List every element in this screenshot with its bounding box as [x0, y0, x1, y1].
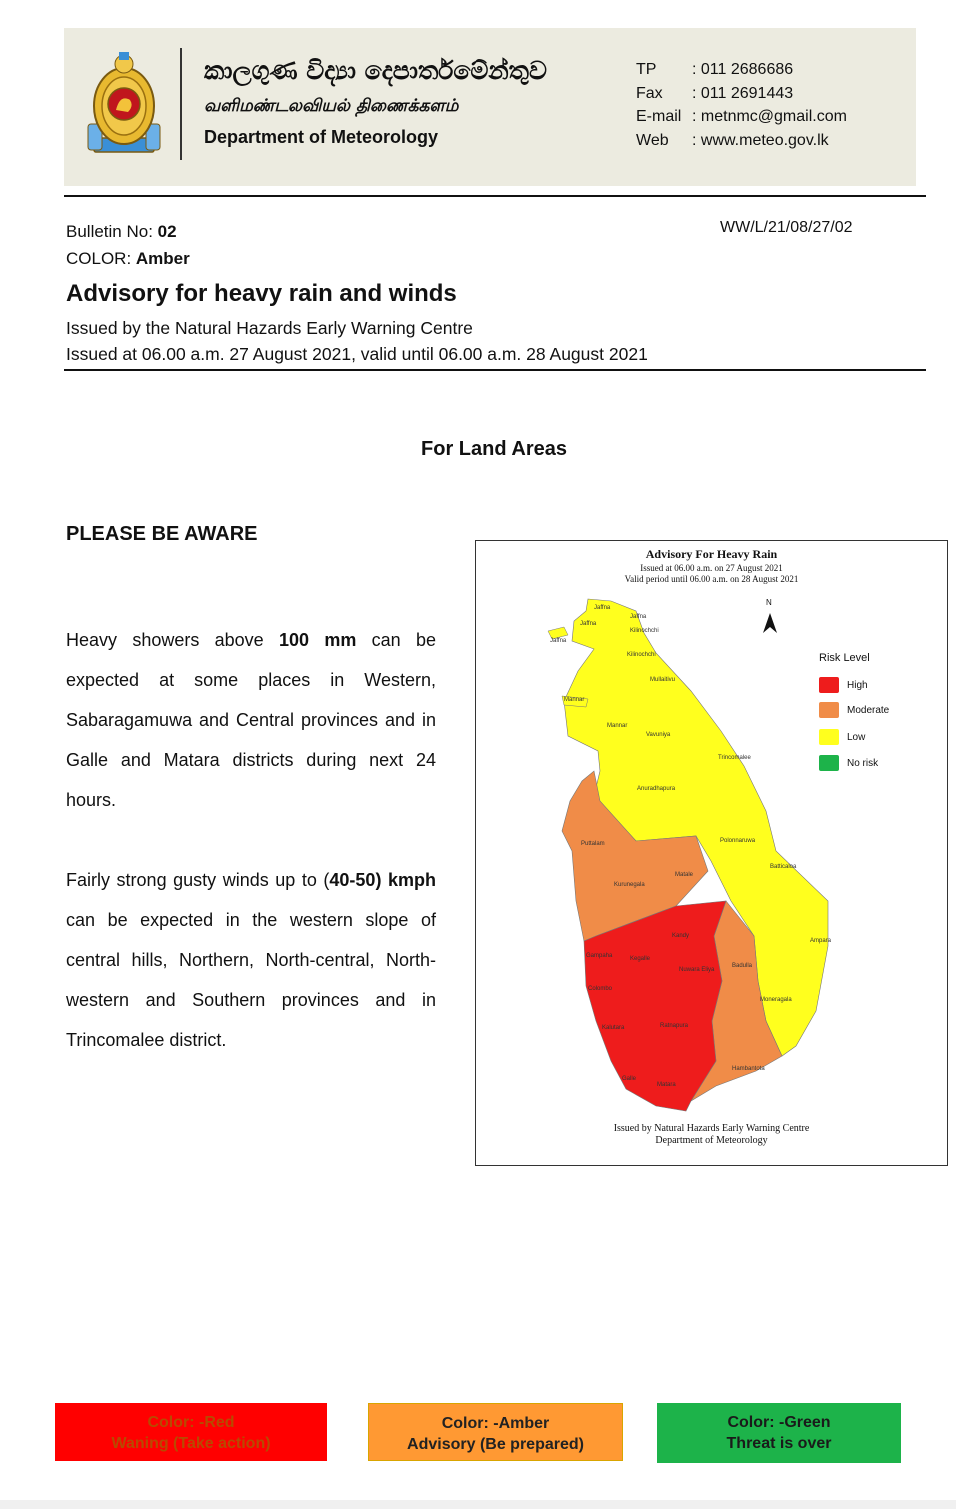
- color-box-red: Color: -Red Waning (Take action): [55, 1403, 327, 1461]
- place-label: Jaffna: [580, 621, 597, 627]
- contact-tp: TP : 011 2686686: [636, 61, 794, 78]
- place-label: Puttalam: [581, 841, 605, 847]
- place-label: Vavuniya: [646, 732, 671, 738]
- bulletin-number: Bulletin No: 02: [66, 222, 177, 241]
- legend-no-risk: No risk: [819, 755, 878, 771]
- place-label: Jaffna: [550, 638, 567, 644]
- title-rule: [64, 369, 926, 371]
- legend-high: High: [819, 677, 868, 693]
- place-label: Matale: [675, 872, 694, 878]
- place-label: Matara: [657, 1082, 676, 1088]
- color-box-green: Color: -Green Threat is over: [657, 1403, 901, 1463]
- bulletin-color: COLOR: Amber: [66, 249, 190, 268]
- place-label: Colombo: [588, 986, 613, 992]
- place-label: Kegalle: [630, 956, 651, 962]
- contact-fax: Fax : 011 2691443: [636, 84, 794, 102]
- legend-swatch-low: [819, 729, 839, 745]
- north-arrow-icon: [763, 613, 777, 633]
- header-rule: [64, 195, 926, 197]
- place-label: Ratnapura: [660, 1023, 689, 1029]
- legend-title: Risk Level: [819, 652, 870, 664]
- advisory-title: Advisory for heavy rain and winds: [66, 280, 457, 307]
- place-label: Batticaloa: [770, 864, 797, 870]
- place-label: Kilinochchi: [630, 628, 659, 634]
- color-box-amber: Color: -Amber Advisory (Be prepared): [368, 1403, 623, 1461]
- place-label: Trincomalee: [718, 755, 751, 761]
- risk-map: [475, 540, 948, 1166]
- map-credit: Issued by Natural Hazards Early Warning Centre Department of Meteorology: [613, 1123, 810, 1146]
- place-label: Mannar: [607, 723, 628, 729]
- place-label: Kilinochchi: [627, 652, 656, 658]
- north-label: N: [766, 598, 772, 607]
- legend-swatch-high: [819, 677, 839, 693]
- emblem-icon: [86, 50, 162, 158]
- aware-heading: PLEASE BE AWARE: [66, 523, 258, 545]
- place-label: Hambantota: [732, 1066, 765, 1072]
- place-label: Jaffna: [594, 605, 611, 611]
- legend-low: Low: [819, 729, 865, 745]
- place-label: Moneragala: [760, 997, 792, 1003]
- contact-web: Web : www.meteo.gov.lk: [636, 131, 829, 149]
- place-label: Mullaitivu: [650, 677, 676, 683]
- bulletin-reference: WW/L/21/08/27/02: [720, 219, 853, 236]
- legend-swatch-moderate: [819, 702, 839, 718]
- place-label: Gampaha: [586, 953, 613, 959]
- sri-lanka-map: [476, 541, 949, 1167]
- issued-at: Issued at 06.00 a.m. 27 August 2021, valid until 06.00 a.m. 28 August 2021: [66, 344, 648, 364]
- org-name-english: Department of Meteorology: [204, 127, 439, 147]
- place-label: Kandy: [672, 933, 690, 939]
- legend-swatch-no-risk: [819, 755, 839, 771]
- map-issued: Issued at 06.00 a.m. on 27 August 2021: [640, 563, 783, 573]
- contact-block: [636, 58, 847, 152]
- page-bottom-edge: [0, 1500, 956, 1509]
- place-label: Galle: [622, 1076, 637, 1082]
- rain-paragraph: Heavy showers above 100 mm can be expected at some places in Western, Sabaragamuwa and Central provinces and in Galle and Matara districts during next 24 hours.: [66, 630, 437, 810]
- place-label: Kalutara: [602, 1025, 625, 1031]
- org-name-tamil: வளிமண்டலவியல் திணைக்களம்: [204, 96, 459, 116]
- contact-email: E-mail : metnmc@gmail.com: [636, 108, 847, 125]
- place-label: Badulla: [732, 963, 753, 969]
- map-valid: Valid period until 06.00 a.m. on 28 August 2021: [624, 574, 799, 584]
- map-zone-high: [584, 901, 726, 1111]
- org-name-sinhala: කාලගුණ විද්‍යා දෙපාර්තමේන්තුව: [204, 56, 547, 85]
- place-label: Anuradhapura: [637, 786, 676, 792]
- place-label: Mannar: [564, 697, 585, 703]
- map-title: Advisory For Heavy Rain: [645, 547, 778, 561]
- bulletin-info: [66, 218, 190, 272]
- legend-moderate: Moderate: [819, 702, 889, 718]
- place-label: Jaffna: [630, 614, 647, 620]
- place-label: Kurunegala: [614, 882, 645, 888]
- place-label: Nuwara Eliya: [679, 967, 715, 973]
- wind-paragraph: Fairly strong gusty winds up to (40-50) kmph can be expected in the western slope of central hills, Northern, North-central, North-western and Southern provinces and in Trincomalee district.: [66, 870, 436, 1050]
- place-label: Ampara: [810, 938, 832, 944]
- section-title: For Land Areas: [421, 438, 567, 460]
- place-label: Polonnaruwa: [720, 838, 756, 844]
- issued-by: Issued by the Natural Hazards Early Warning Centre: [66, 318, 473, 338]
- header-divider: [180, 48, 182, 160]
- advisory-issued: [66, 315, 648, 367]
